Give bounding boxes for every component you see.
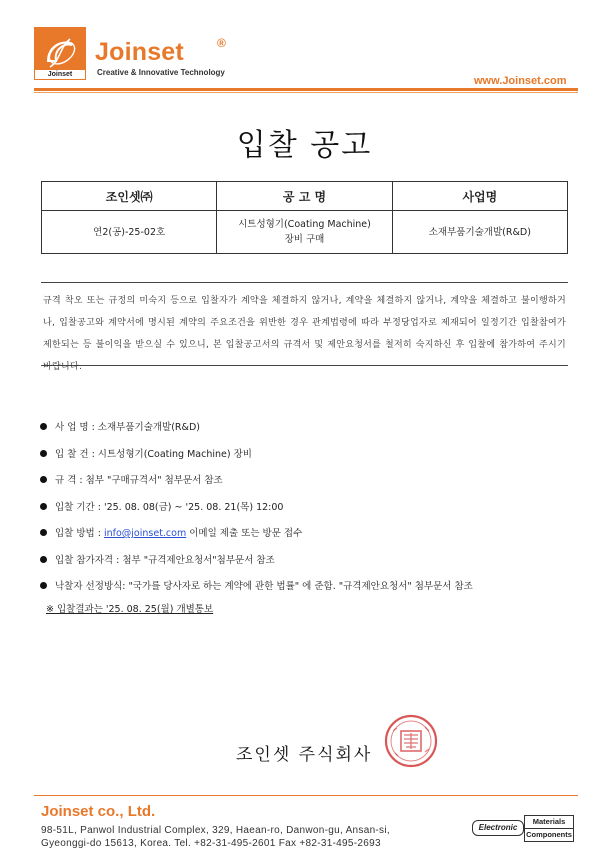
header-project: 사업명 [392,182,567,211]
footer-address-line1: 98-51L, Panwol Industrial Complex, 329, Haean-ro, Danwon-gu, Ansan-si, [41,825,390,836]
notice-paragraph: 규격 착오 또는 규정의 미숙지 등으로 입찰자가 계약을 체결하지 않거나, 계약을 체결하지 않거나, 계약을 체결하고 불이행하거나, 입찰공고와 계약서에 명시된 계약의 주요조건을 위반한 경우 관계법령에 따라 부정당업자로 제재되어 일정기간 입찰참여가 제한되는 등 불이익을 받으실 수 있으니, 본 입찰공고서의 규격서 및 제안요청서를 철저히 숙지하신 후 입찰에 참가하여 주시기 바랍니다. [43,296,566,372]
bullet-icon [40,450,47,457]
bullet-icon [40,476,47,483]
item-subject-text: 입 찰 건 : 시트성형기(Coating Machine) 장비 [55,449,252,460]
item-project-text: 사 업 명 : 소재부품기술개발(R&D) [55,422,200,433]
header-company: 조인셋㈜ [42,182,217,211]
item-method [40,525,302,539]
bullet-icon [40,529,47,536]
email-link[interactable]: info@joinset.com [103,528,187,539]
bullet-icon [40,503,47,510]
item-method-suffix: 이메일 제출 또는 방문 접수 [186,528,303,539]
notice-name-line2: 장비 구매 [284,234,325,245]
document-title: 입찰 공고 [236,128,373,163]
registered-mark: ® [217,36,226,50]
header-notice-name: 공 고 명 [217,182,392,211]
item-qualification [40,552,275,566]
header-divider [34,88,578,91]
item-period [40,499,283,513]
item-qualification-text: 입찰 참가자격 : 첨부 "규격제안요청서"첨부문서 참조 [55,555,275,566]
website-link[interactable]: www.Joinset.com [474,75,567,87]
item-period-text: 입찰 기간 : '25. 08. 08(금) ~ '25. 08. 21(목) 12:00 [55,502,284,513]
bullet-icon [40,423,47,430]
cell-project: 소재부품기술개발(R&D) [392,211,567,254]
footer-address-line2: Gyeonggi-do 15613, Korea. Tel. +82-31-495-2601 Fax +82-31-495-2693 [41,838,381,849]
brand-tagline: Creative & Innovative Technology [97,68,225,77]
notice-name-line1: 시트성형기(Coating Machine) [238,219,371,230]
item-project [40,419,200,433]
item-subject [40,446,252,460]
item-spec-text: 규 격 : 첨부 "구매규격서" 첨부문서 참조 [55,475,223,486]
item-method-prefix: 입찰 방법 : [55,528,104,539]
badge-materials: Materials [524,815,574,829]
item-selection-text: 낙찰자 선정방식: "국가를 당사자로 하는 계약에 관한 법률" 에 준함. "규격제안요청서" 첨부문서 참조 [55,581,473,592]
header-divider-thin [34,92,578,93]
table-header-row [42,182,568,211]
item-spec [40,472,223,486]
badge-components: Components [524,828,574,842]
cell-notice-name [217,211,392,254]
company-seal-icon [383,713,439,769]
cell-notice-no: 연2(공)-25-02호 [42,211,217,254]
notice-info-table [41,181,568,254]
badge-electronic: Electronic [472,820,524,836]
footer-company-name: Joinset co., Ltd. [41,803,156,820]
company-signature: 조인셋 주식회사 [236,745,373,765]
footer-divider [34,795,578,796]
item-selection [40,578,473,592]
bullet-icon [40,556,47,563]
brand-name: Joinset [95,38,184,66]
result-note: ※ 입찰결과는 '25. 08. 25(월) 개별통보 [46,604,214,615]
table-row [42,211,568,254]
logo-caption: Joinset [34,69,86,80]
bullet-icon [40,582,47,589]
